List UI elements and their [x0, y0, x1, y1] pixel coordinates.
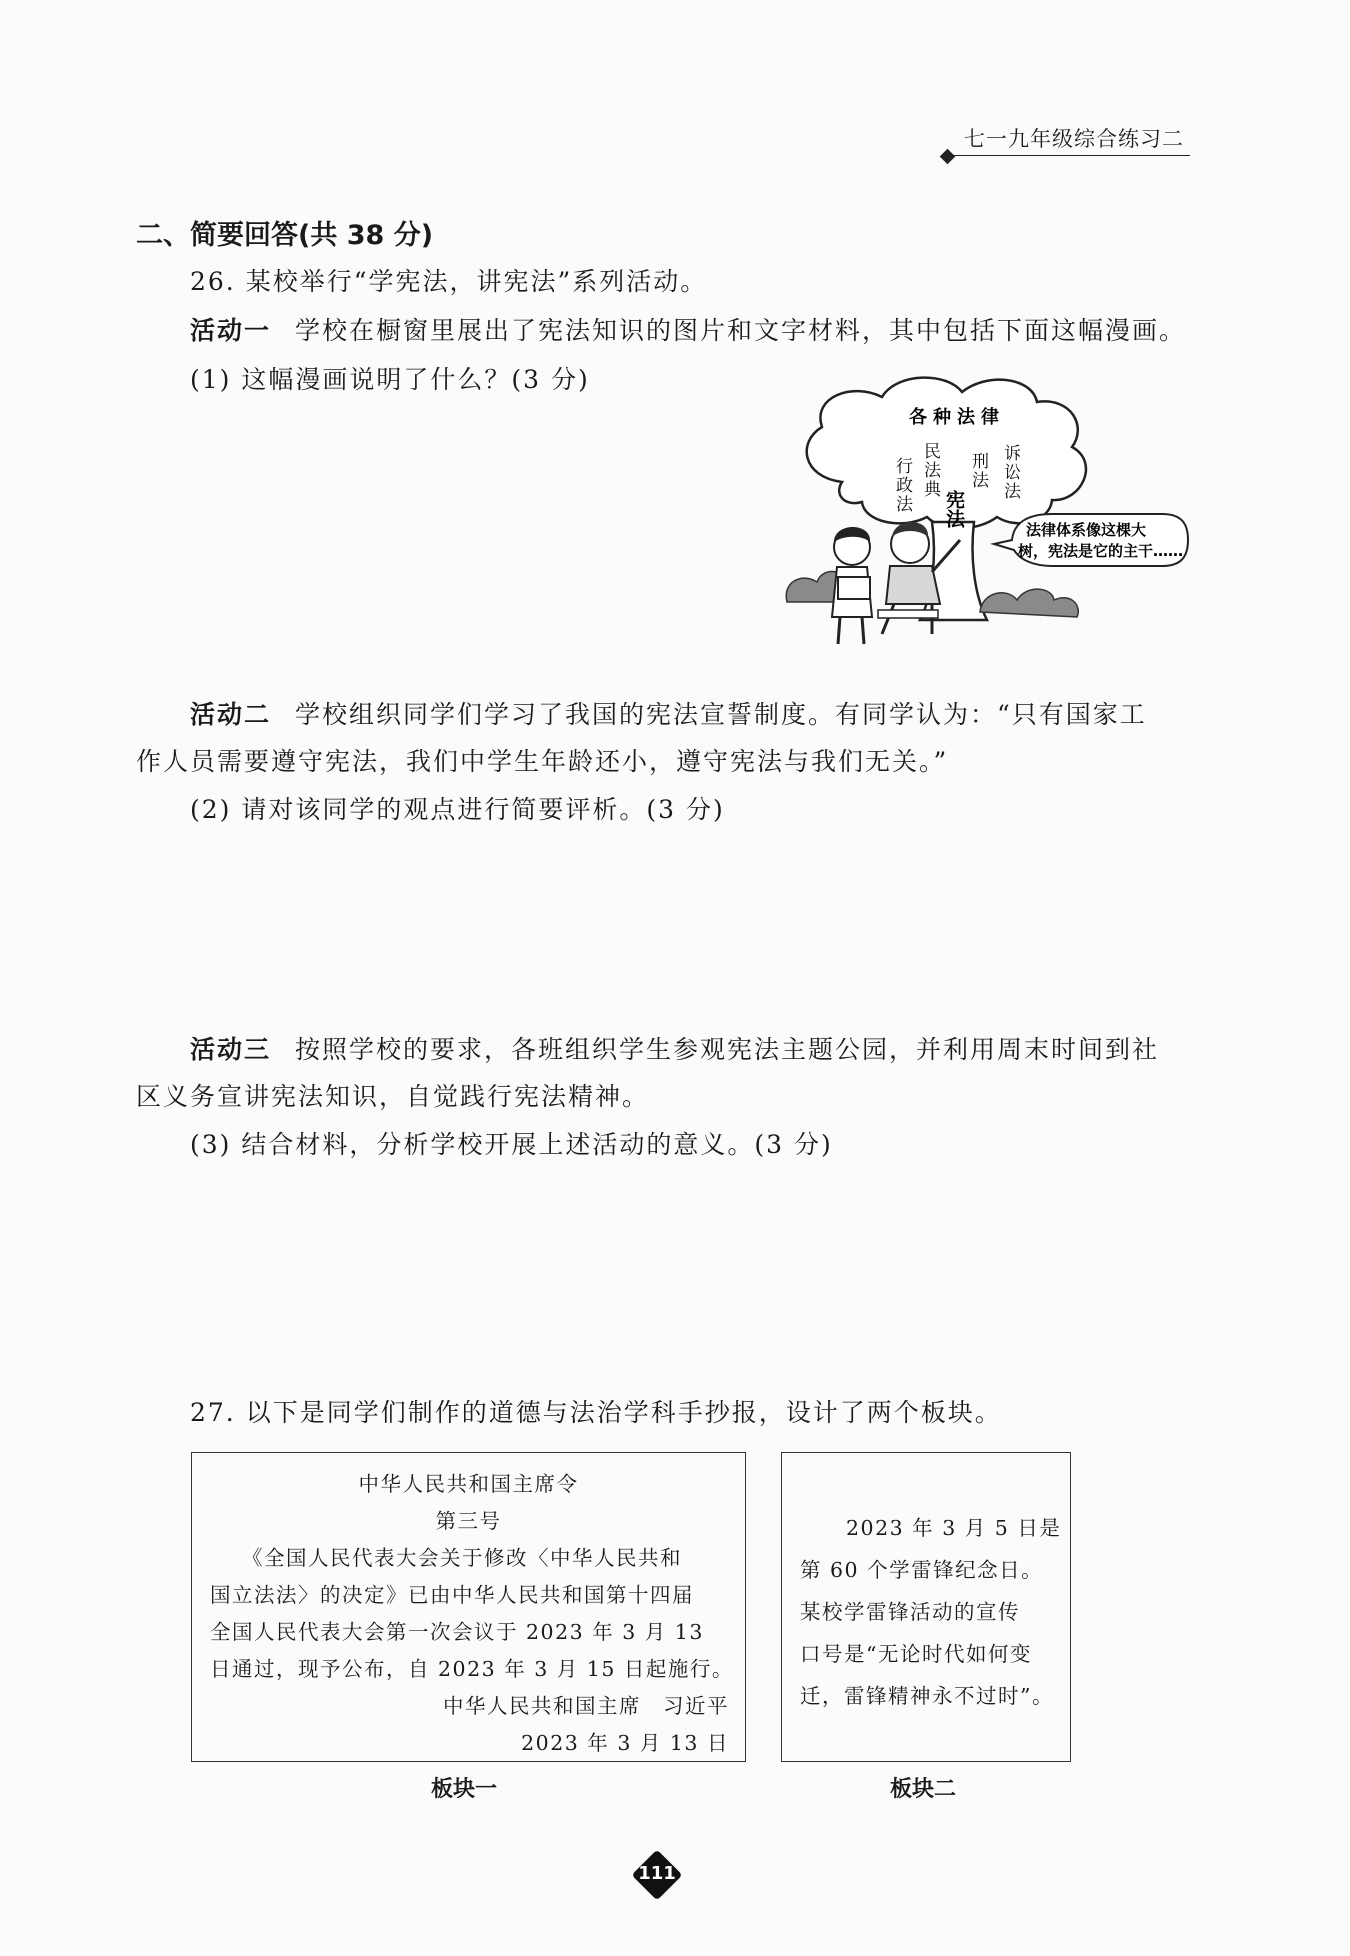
q26-question2: (2) 请对该同学的观点进行简要评析。(3 分): [190, 795, 725, 824]
q26-intro: 26. 某校举行“学宪法，讲宪法”系列活动。: [190, 267, 708, 296]
law-administrative: 行政法: [892, 457, 912, 514]
board-one: [191, 1452, 746, 1762]
board1-title: 中华人民共和国主席令: [358, 1472, 579, 1496]
board2-line-2: 第 60 个学雷锋纪念日。: [800, 1558, 1044, 1582]
q26-activity2-line1: [190, 695, 1147, 731]
header-title: 七一九年级综合练习二: [964, 127, 1184, 151]
trunk-label: 宪法: [943, 490, 965, 528]
activity2-text-2: 作人员需要遵守宪法，我们中学生年龄还小，遵守宪法与我们无关。”: [136, 747, 949, 776]
board1-line-4: 日通过，现予公布，自 2023 年 3 月 15 日起施行。: [210, 1657, 734, 1681]
board1-line-1: 《全国人民代表大会关于修改〈中华人民共和: [242, 1546, 682, 1570]
crown-title: 各种法律: [909, 407, 1005, 428]
speech-line-1: 法律体系像这棵大: [1026, 521, 1147, 539]
activity2-label: 活动二: [190, 700, 272, 729]
page-header: [942, 123, 1190, 156]
law-criminal: 刑法: [968, 452, 988, 490]
activity3-label: 活动三: [190, 1035, 272, 1064]
board2-line-3: 某校学雷锋活动的宣传: [800, 1600, 1020, 1624]
page-number-badge: [636, 1854, 678, 1896]
board2-line-4: 口号是“无论时代如何变: [800, 1642, 1032, 1666]
q26-question3: (3) 结合材料，分析学校开展上述活动的意义。(3 分): [190, 1130, 833, 1159]
board2-line-1: 2023 年 3 月 5 日是: [846, 1516, 1062, 1540]
speech-line-2: 树，宪法是它的主干……: [1018, 542, 1184, 560]
q26-activity3-line1: [190, 1030, 1159, 1066]
activity3-text-1: 按照学校的要求，各班组织学生参观宪法主题公园，并利用周末时间到社: [294, 1035, 1159, 1064]
diamond-icon: [940, 149, 956, 165]
board1-number: 第三号: [435, 1509, 502, 1533]
constitution-tree-cartoon: [782, 372, 1190, 652]
law-procedure: 诉讼法: [1000, 444, 1020, 501]
board2-line-5: 迁，雷锋精神永不过时”。: [800, 1684, 1054, 1708]
activity2-text-1: 学校组织同学们学习了我国的宪法宣誓制度。有同学认为：“只有国家工: [294, 700, 1147, 729]
board1-signature: 中华人民共和国主席 习近平: [443, 1694, 729, 1718]
board2-caption: 板块二: [890, 1777, 957, 1802]
student-figure: [832, 527, 872, 644]
q27-intro: 27. 以下是同学们制作的道德与法治学科手抄报，设计了两个板块。: [190, 1398, 1002, 1427]
activity3-text-2: 区义务宣讲宪法知识，自觉践行宪法精神。: [136, 1082, 650, 1111]
right-bush: [980, 589, 1078, 617]
section-title: 二、简要回答(共 38 分): [136, 220, 434, 251]
board1-line-2: 国立法法〉的决定》已由中华人民共和国第十四届: [210, 1583, 694, 1607]
board1-caption: 板块一: [431, 1777, 498, 1802]
board-two: [781, 1452, 1071, 1762]
activity1-text: 学校在橱窗里展出了宪法知识的图片和文字材料，其中包括下面这幅漫画。: [294, 316, 1186, 345]
q26-question1: (1) 这幅漫画说明了什么？(3 分): [190, 365, 590, 394]
q26-activity1: [190, 311, 1186, 347]
law-civil-code: 民法典: [920, 442, 940, 499]
page-number: 111: [638, 1863, 676, 1884]
activity1-label: 活动一: [190, 316, 272, 345]
board1-date: 2023 年 3 月 13 日: [521, 1731, 729, 1755]
board1-line-3: 全国人民代表大会第一次会议于 2023 年 3 月 13: [210, 1620, 704, 1644]
